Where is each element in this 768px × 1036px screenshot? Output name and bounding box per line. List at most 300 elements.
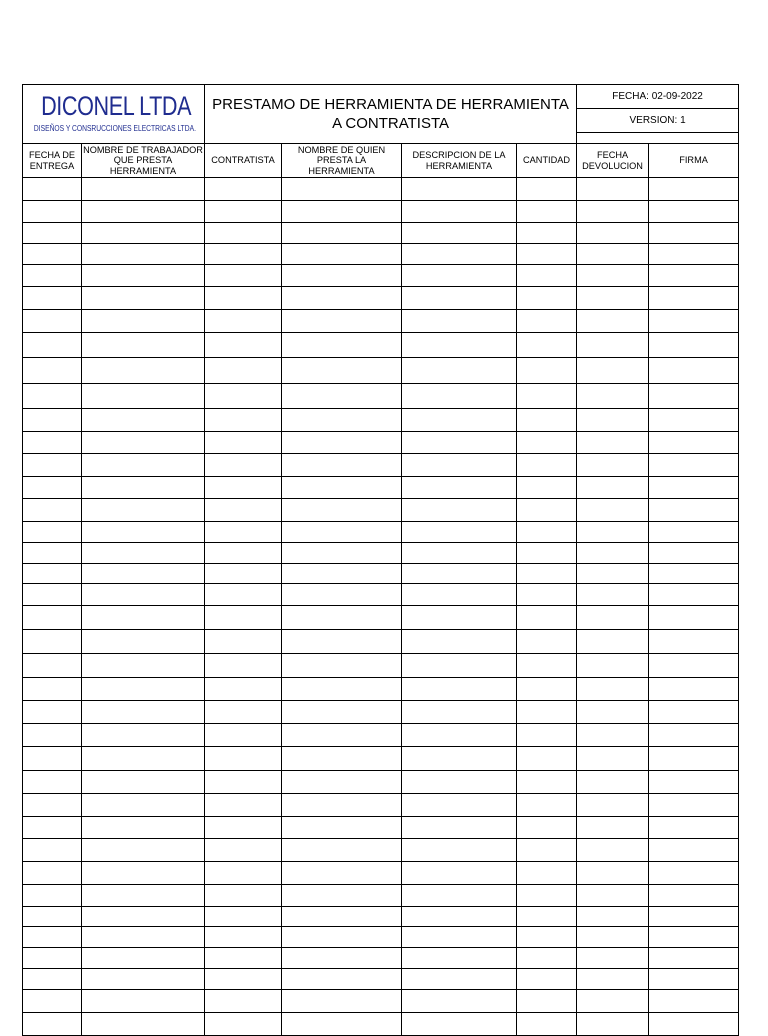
table-cell[interactable] xyxy=(205,606,282,630)
table-cell[interactable] xyxy=(282,606,402,630)
table-cell[interactable] xyxy=(205,244,282,265)
table-cell[interactable] xyxy=(402,1013,517,1036)
table-cell[interactable] xyxy=(649,201,739,223)
table-cell[interactable] xyxy=(577,630,649,654)
table-cell[interactable] xyxy=(205,310,282,333)
table-cell[interactable] xyxy=(282,499,402,522)
table-cell[interactable] xyxy=(517,701,577,724)
table-cell[interactable] xyxy=(649,432,739,454)
table-cell[interactable] xyxy=(205,564,282,584)
table-cell[interactable] xyxy=(402,477,517,499)
table-cell[interactable] xyxy=(205,454,282,477)
table-cell[interactable] xyxy=(82,564,205,584)
table-cell[interactable] xyxy=(517,885,577,907)
table-cell[interactable] xyxy=(649,178,739,201)
table-cell[interactable] xyxy=(402,310,517,333)
table-cell[interactable] xyxy=(82,244,205,265)
table-cell[interactable] xyxy=(82,630,205,654)
table-cell[interactable] xyxy=(517,817,577,839)
table-cell[interactable] xyxy=(517,839,577,862)
table-cell[interactable] xyxy=(23,990,82,1013)
table-cell[interactable] xyxy=(282,630,402,654)
table-cell[interactable] xyxy=(282,771,402,794)
table-cell[interactable] xyxy=(577,701,649,724)
table-cell[interactable] xyxy=(282,724,402,747)
table-cell[interactable] xyxy=(402,358,517,384)
table-cell[interactable] xyxy=(205,178,282,201)
table-cell[interactable] xyxy=(23,654,82,678)
table-cell[interactable] xyxy=(205,543,282,564)
table-cell[interactable] xyxy=(82,1013,205,1036)
table-cell[interactable] xyxy=(82,839,205,862)
table-cell[interactable] xyxy=(649,499,739,522)
table-cell[interactable] xyxy=(649,885,739,907)
table-cell[interactable] xyxy=(205,1013,282,1036)
table-cell[interactable] xyxy=(577,543,649,564)
table-cell[interactable] xyxy=(402,724,517,747)
table-cell[interactable] xyxy=(517,794,577,817)
table-cell[interactable] xyxy=(517,384,577,409)
table-cell[interactable] xyxy=(517,747,577,771)
table-cell[interactable] xyxy=(649,839,739,862)
table-cell[interactable] xyxy=(649,358,739,384)
table-cell[interactable] xyxy=(649,907,739,927)
table-cell[interactable] xyxy=(205,265,282,287)
table-cell[interactable] xyxy=(82,969,205,990)
table-cell[interactable] xyxy=(282,584,402,606)
table-cell[interactable] xyxy=(577,265,649,287)
table-cell[interactable] xyxy=(649,990,739,1013)
table-cell[interactable] xyxy=(23,907,82,927)
table-cell[interactable] xyxy=(649,584,739,606)
table-cell[interactable] xyxy=(282,287,402,310)
table-cell[interactable] xyxy=(82,223,205,244)
table-cell[interactable] xyxy=(402,522,517,543)
table-cell[interactable] xyxy=(517,654,577,678)
table-cell[interactable] xyxy=(205,907,282,927)
table-cell[interactable] xyxy=(577,287,649,310)
table-cell[interactable] xyxy=(577,1013,649,1036)
table-cell[interactable] xyxy=(577,409,649,432)
table-cell[interactable] xyxy=(23,333,82,358)
table-cell[interactable] xyxy=(23,432,82,454)
table-cell[interactable] xyxy=(82,701,205,724)
table-cell[interactable] xyxy=(577,358,649,384)
table-cell[interactable] xyxy=(649,477,739,499)
table-cell[interactable] xyxy=(282,358,402,384)
table-cell[interactable] xyxy=(402,287,517,310)
table-cell[interactable] xyxy=(402,584,517,606)
table-cell[interactable] xyxy=(577,244,649,265)
table-cell[interactable] xyxy=(649,310,739,333)
table-cell[interactable] xyxy=(282,969,402,990)
table-cell[interactable] xyxy=(517,265,577,287)
table-cell[interactable] xyxy=(23,678,82,701)
table-cell[interactable] xyxy=(402,244,517,265)
table-cell[interactable] xyxy=(23,564,82,584)
table-cell[interactable] xyxy=(282,265,402,287)
table-cell[interactable] xyxy=(649,543,739,564)
table-cell[interactable] xyxy=(577,564,649,584)
table-cell[interactable] xyxy=(282,678,402,701)
table-cell[interactable] xyxy=(205,817,282,839)
table-cell[interactable] xyxy=(282,333,402,358)
table-cell[interactable] xyxy=(205,333,282,358)
table-cell[interactable] xyxy=(577,178,649,201)
table-cell[interactable] xyxy=(517,678,577,701)
table-cell[interactable] xyxy=(649,747,739,771)
table-cell[interactable] xyxy=(23,499,82,522)
table-cell[interactable] xyxy=(82,817,205,839)
table-cell[interactable] xyxy=(517,178,577,201)
table-cell[interactable] xyxy=(649,701,739,724)
table-cell[interactable] xyxy=(577,724,649,747)
table-cell[interactable] xyxy=(23,969,82,990)
table-cell[interactable] xyxy=(282,885,402,907)
table-cell[interactable] xyxy=(23,454,82,477)
table-cell[interactable] xyxy=(23,817,82,839)
table-cell[interactable] xyxy=(205,201,282,223)
table-cell[interactable] xyxy=(82,201,205,223)
table-cell[interactable] xyxy=(577,747,649,771)
table-cell[interactable] xyxy=(205,384,282,409)
table-cell[interactable] xyxy=(517,499,577,522)
table-cell[interactable] xyxy=(402,543,517,564)
table-cell[interactable] xyxy=(82,885,205,907)
table-cell[interactable] xyxy=(649,969,739,990)
table-cell[interactable] xyxy=(577,654,649,678)
table-cell[interactable] xyxy=(402,630,517,654)
table-cell[interactable] xyxy=(282,927,402,948)
table-cell[interactable] xyxy=(517,771,577,794)
table-cell[interactable] xyxy=(82,678,205,701)
table-cell[interactable] xyxy=(205,701,282,724)
table-cell[interactable] xyxy=(282,244,402,265)
table-cell[interactable] xyxy=(205,771,282,794)
table-cell[interactable] xyxy=(82,178,205,201)
table-cell[interactable] xyxy=(82,606,205,630)
table-cell[interactable] xyxy=(517,969,577,990)
table-cell[interactable] xyxy=(205,927,282,948)
table-cell[interactable] xyxy=(23,244,82,265)
table-cell[interactable] xyxy=(82,990,205,1013)
table-cell[interactable] xyxy=(577,990,649,1013)
table-cell[interactable] xyxy=(23,839,82,862)
table-cell[interactable] xyxy=(205,287,282,310)
table-cell[interactable] xyxy=(577,969,649,990)
table-cell[interactable] xyxy=(402,201,517,223)
table-cell[interactable] xyxy=(649,630,739,654)
table-cell[interactable] xyxy=(282,1013,402,1036)
table-cell[interactable] xyxy=(649,223,739,244)
table-cell[interactable] xyxy=(282,477,402,499)
table-cell[interactable] xyxy=(517,310,577,333)
table-cell[interactable] xyxy=(517,409,577,432)
table-cell[interactable] xyxy=(282,543,402,564)
table-cell[interactable] xyxy=(82,454,205,477)
table-cell[interactable] xyxy=(517,543,577,564)
table-cell[interactable] xyxy=(649,654,739,678)
table-cell[interactable] xyxy=(23,201,82,223)
table-cell[interactable] xyxy=(577,432,649,454)
table-cell[interactable] xyxy=(402,839,517,862)
table-cell[interactable] xyxy=(577,678,649,701)
table-cell[interactable] xyxy=(649,948,739,969)
table-cell[interactable] xyxy=(282,564,402,584)
table-cell[interactable] xyxy=(205,885,282,907)
table-cell[interactable] xyxy=(402,907,517,927)
table-cell[interactable] xyxy=(649,606,739,630)
table-cell[interactable] xyxy=(517,564,577,584)
table-cell[interactable] xyxy=(577,454,649,477)
table-cell[interactable] xyxy=(205,839,282,862)
table-cell[interactable] xyxy=(577,907,649,927)
table-cell[interactable] xyxy=(23,543,82,564)
table-cell[interactable] xyxy=(517,927,577,948)
table-cell[interactable] xyxy=(23,522,82,543)
table-cell[interactable] xyxy=(402,606,517,630)
table-cell[interactable] xyxy=(282,432,402,454)
table-cell[interactable] xyxy=(517,907,577,927)
table-cell[interactable] xyxy=(402,678,517,701)
table-cell[interactable] xyxy=(649,862,739,885)
table-cell[interactable] xyxy=(23,606,82,630)
table-cell[interactable] xyxy=(205,990,282,1013)
table-cell[interactable] xyxy=(402,969,517,990)
table-cell[interactable] xyxy=(23,927,82,948)
table-cell[interactable] xyxy=(649,771,739,794)
table-cell[interactable] xyxy=(577,885,649,907)
table-cell[interactable] xyxy=(282,862,402,885)
table-cell[interactable] xyxy=(282,907,402,927)
table-cell[interactable] xyxy=(402,499,517,522)
table-cell[interactable] xyxy=(649,927,739,948)
table-cell[interactable] xyxy=(23,885,82,907)
table-cell[interactable] xyxy=(82,907,205,927)
table-cell[interactable] xyxy=(649,522,739,543)
table-cell[interactable] xyxy=(517,358,577,384)
table-cell[interactable] xyxy=(23,265,82,287)
table-cell[interactable] xyxy=(205,499,282,522)
table-cell[interactable] xyxy=(649,454,739,477)
table-cell[interactable] xyxy=(577,794,649,817)
table-cell[interactable] xyxy=(517,606,577,630)
table-cell[interactable] xyxy=(282,178,402,201)
table-cell[interactable] xyxy=(282,384,402,409)
table-cell[interactable] xyxy=(517,287,577,310)
table-cell[interactable] xyxy=(577,771,649,794)
table-cell[interactable] xyxy=(402,927,517,948)
table-cell[interactable] xyxy=(577,499,649,522)
table-cell[interactable] xyxy=(517,454,577,477)
table-cell[interactable] xyxy=(649,1013,739,1036)
table-cell[interactable] xyxy=(205,678,282,701)
table-cell[interactable] xyxy=(649,384,739,409)
table-cell[interactable] xyxy=(282,522,402,543)
table-cell[interactable] xyxy=(23,584,82,606)
table-cell[interactable] xyxy=(82,384,205,409)
table-cell[interactable] xyxy=(402,384,517,409)
table-cell[interactable] xyxy=(23,701,82,724)
table-cell[interactable] xyxy=(82,584,205,606)
table-cell[interactable] xyxy=(23,630,82,654)
table-cell[interactable] xyxy=(23,409,82,432)
table-cell[interactable] xyxy=(649,244,739,265)
table-cell[interactable] xyxy=(282,794,402,817)
table-cell[interactable] xyxy=(205,584,282,606)
table-cell[interactable] xyxy=(402,223,517,244)
table-cell[interactable] xyxy=(205,948,282,969)
table-cell[interactable] xyxy=(282,654,402,678)
table-cell[interactable] xyxy=(282,747,402,771)
table-cell[interactable] xyxy=(23,862,82,885)
table-cell[interactable] xyxy=(402,701,517,724)
table-cell[interactable] xyxy=(517,223,577,244)
table-cell[interactable] xyxy=(282,454,402,477)
table-cell[interactable] xyxy=(282,948,402,969)
table-cell[interactable] xyxy=(402,747,517,771)
table-cell[interactable] xyxy=(205,747,282,771)
table-cell[interactable] xyxy=(402,333,517,358)
table-cell[interactable] xyxy=(402,409,517,432)
table-cell[interactable] xyxy=(282,409,402,432)
table-cell[interactable] xyxy=(577,584,649,606)
table-cell[interactable] xyxy=(649,678,739,701)
table-cell[interactable] xyxy=(402,265,517,287)
table-cell[interactable] xyxy=(577,333,649,358)
table-cell[interactable] xyxy=(82,499,205,522)
table-cell[interactable] xyxy=(517,477,577,499)
table-cell[interactable] xyxy=(205,630,282,654)
table-cell[interactable] xyxy=(82,310,205,333)
table-cell[interactable] xyxy=(23,724,82,747)
table-cell[interactable] xyxy=(402,771,517,794)
table-cell[interactable] xyxy=(649,333,739,358)
table-cell[interactable] xyxy=(649,287,739,310)
table-cell[interactable] xyxy=(82,543,205,564)
table-cell[interactable] xyxy=(205,409,282,432)
table-cell[interactable] xyxy=(402,454,517,477)
table-cell[interactable] xyxy=(577,862,649,885)
table-cell[interactable] xyxy=(577,927,649,948)
table-cell[interactable] xyxy=(577,384,649,409)
table-cell[interactable] xyxy=(402,885,517,907)
table-cell[interactable] xyxy=(282,990,402,1013)
table-cell[interactable] xyxy=(23,178,82,201)
table-cell[interactable] xyxy=(205,969,282,990)
table-cell[interactable] xyxy=(577,522,649,543)
table-cell[interactable] xyxy=(402,432,517,454)
table-cell[interactable] xyxy=(402,178,517,201)
table-cell[interactable] xyxy=(82,522,205,543)
table-cell[interactable] xyxy=(23,747,82,771)
table-cell[interactable] xyxy=(82,333,205,358)
table-cell[interactable] xyxy=(82,409,205,432)
table-cell[interactable] xyxy=(402,654,517,678)
table-cell[interactable] xyxy=(23,1013,82,1036)
table-cell[interactable] xyxy=(205,724,282,747)
table-cell[interactable] xyxy=(517,948,577,969)
table-cell[interactable] xyxy=(402,990,517,1013)
table-cell[interactable] xyxy=(205,358,282,384)
table-cell[interactable] xyxy=(577,223,649,244)
table-cell[interactable] xyxy=(282,701,402,724)
table-cell[interactable] xyxy=(649,265,739,287)
table-cell[interactable] xyxy=(649,564,739,584)
table-cell[interactable] xyxy=(23,771,82,794)
table-cell[interactable] xyxy=(517,862,577,885)
table-cell[interactable] xyxy=(82,927,205,948)
table-cell[interactable] xyxy=(649,817,739,839)
table-cell[interactable] xyxy=(205,477,282,499)
table-cell[interactable] xyxy=(82,477,205,499)
table-cell[interactable] xyxy=(82,747,205,771)
table-cell[interactable] xyxy=(517,432,577,454)
table-cell[interactable] xyxy=(402,817,517,839)
table-cell[interactable] xyxy=(517,201,577,223)
table-cell[interactable] xyxy=(517,333,577,358)
table-cell[interactable] xyxy=(577,606,649,630)
table-cell[interactable] xyxy=(23,794,82,817)
table-cell[interactable] xyxy=(577,948,649,969)
table-cell[interactable] xyxy=(82,948,205,969)
table-cell[interactable] xyxy=(82,358,205,384)
table-cell[interactable] xyxy=(23,223,82,244)
table-cell[interactable] xyxy=(82,771,205,794)
table-cell[interactable] xyxy=(82,654,205,678)
table-cell[interactable] xyxy=(205,223,282,244)
table-cell[interactable] xyxy=(205,794,282,817)
table-cell[interactable] xyxy=(577,817,649,839)
table-cell[interactable] xyxy=(23,358,82,384)
table-cell[interactable] xyxy=(82,724,205,747)
table-cell[interactable] xyxy=(282,223,402,244)
table-cell[interactable] xyxy=(402,564,517,584)
table-cell[interactable] xyxy=(282,310,402,333)
table-cell[interactable] xyxy=(282,817,402,839)
table-cell[interactable] xyxy=(402,862,517,885)
table-cell[interactable] xyxy=(23,477,82,499)
table-cell[interactable] xyxy=(649,724,739,747)
table-cell[interactable] xyxy=(517,990,577,1013)
table-cell[interactable] xyxy=(517,584,577,606)
table-cell[interactable] xyxy=(82,794,205,817)
table-cell[interactable] xyxy=(205,654,282,678)
table-cell[interactable] xyxy=(649,794,739,817)
table-cell[interactable] xyxy=(402,794,517,817)
table-cell[interactable] xyxy=(517,724,577,747)
table-cell[interactable] xyxy=(577,201,649,223)
table-cell[interactable] xyxy=(517,630,577,654)
table-cell[interactable] xyxy=(205,862,282,885)
table-cell[interactable] xyxy=(517,522,577,543)
table-cell[interactable] xyxy=(23,948,82,969)
table-cell[interactable] xyxy=(205,432,282,454)
table-cell[interactable] xyxy=(82,265,205,287)
table-cell[interactable] xyxy=(282,201,402,223)
table-cell[interactable] xyxy=(517,1013,577,1036)
table-cell[interactable] xyxy=(577,310,649,333)
table-cell[interactable] xyxy=(402,948,517,969)
table-cell[interactable] xyxy=(282,839,402,862)
table-cell[interactable] xyxy=(82,287,205,310)
table-cell[interactable] xyxy=(649,409,739,432)
table-cell[interactable] xyxy=(23,310,82,333)
table-cell[interactable] xyxy=(577,477,649,499)
table-cell[interactable] xyxy=(205,522,282,543)
table-cell[interactable] xyxy=(82,862,205,885)
table-cell[interactable] xyxy=(23,287,82,310)
